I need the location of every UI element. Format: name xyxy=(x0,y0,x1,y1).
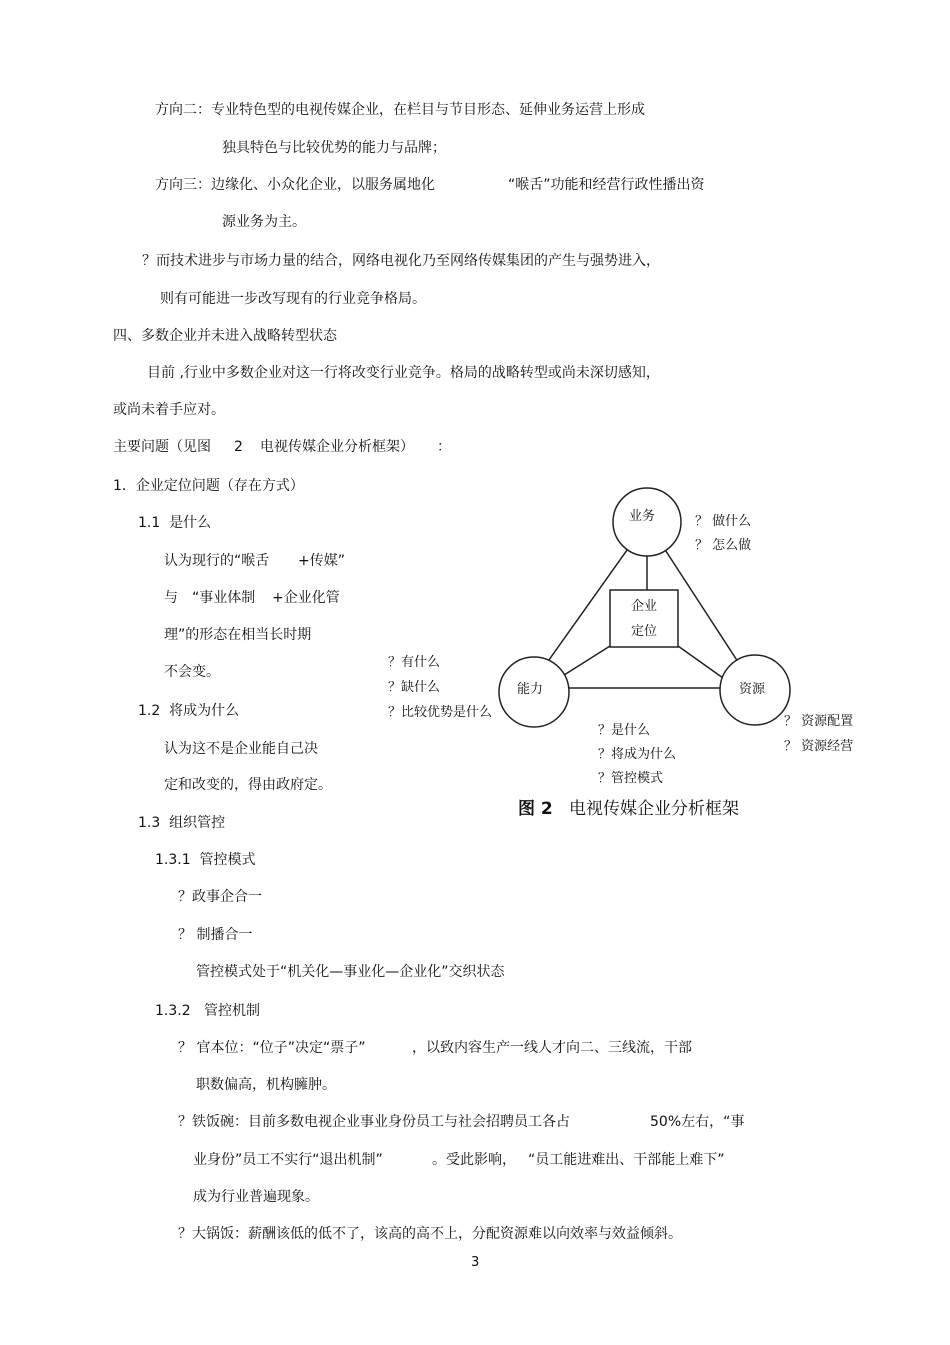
paragraph-line: 不会变。 xyxy=(164,664,220,680)
paragraph-line: 则有可能进一步改写现有的行业竞争格局。 xyxy=(160,291,426,307)
diagram-note: ？ 做什么 xyxy=(695,514,752,529)
paragraph-line: 与 xyxy=(164,590,178,606)
diagram-note: ？比较优势是什么 xyxy=(388,705,493,720)
diagram-note: ？管控模式 xyxy=(598,771,664,786)
figure-number: 图 2 xyxy=(518,799,553,819)
paragraph-line: 成为行业普遍现象。 xyxy=(193,1189,319,1205)
numbered-heading: 1．企业定位问题（存在方式） xyxy=(113,478,304,494)
paragraph-line: +企业化管 xyxy=(272,590,340,606)
paragraph-line: 认为现行的“喉舌 xyxy=(164,553,270,569)
diagram-note: ？是什么 xyxy=(598,723,651,738)
paragraph-line: 主要问题（见图 xyxy=(113,439,211,455)
paragraph-line: 独具特色与比较优势的能力与品牌； xyxy=(222,140,446,156)
paragraph-line: 方向二：专业特色型的电视传媒企业，在栏目与节目形态、延伸业务运营上形成 xyxy=(155,102,645,118)
paragraph-line: 定和改变的，得由政府定。 xyxy=(164,777,332,793)
paragraph-line: +传媒” xyxy=(298,553,345,569)
bullet-line: ？政事企合一 xyxy=(178,889,262,905)
paragraph-line: “员工能进难出、干部能上难下” xyxy=(528,1152,725,1168)
bullet-line: ？ 制播合一 xyxy=(178,927,253,943)
page-number: 3 xyxy=(471,1255,480,1270)
paragraph-line: 2 xyxy=(234,439,243,455)
bullet-line: ？铁饭碗：目前多数电视企业事业身份员工与社会招聘员工各占 xyxy=(178,1114,570,1130)
paragraph-line: “喉舌”功能和经营行政性播出资 xyxy=(508,177,705,193)
node-positioning-label: 企业 xyxy=(631,599,658,614)
section-heading: 四、多数企业并未进入战略转型状态 xyxy=(113,328,337,344)
subheading: 1.3 组织管控 xyxy=(138,815,226,831)
diagram-note: ？有什么 xyxy=(388,655,441,670)
paragraph-line: 目前 ,行业中多数企业对这一行将改变行业竞争。格局的战略转型或尚未深切感知， xyxy=(147,365,660,381)
bullet-line: ？而技术进步与市场力量的结合，网络电视化乃至网络传媒集团的产生与强势进入， xyxy=(142,253,660,269)
paragraph-line: 方向三：边缘化、小众化企业，以服务属地化 xyxy=(155,177,435,193)
figure-caption: 电视传媒企业分析框架 xyxy=(569,799,739,819)
diagram-note: ？缺什么 xyxy=(388,680,441,695)
subheading: 1.2 将成为什么 xyxy=(138,703,240,719)
paragraph-line: 源业务为主。 xyxy=(222,214,306,230)
paragraph-line: 业身份”员工不实行“退出机制” xyxy=(193,1152,383,1168)
diagram-note: ？ 资源经营 xyxy=(784,739,854,754)
diagram-note: ？ 资源配置 xyxy=(784,714,854,729)
paragraph-line: 认为这不是企业能自己决 xyxy=(164,741,318,757)
paragraph-line: 电视传媒企业分析框架） xyxy=(260,439,414,455)
bullet-line: ？大锅饭：薪酬该低的低不了，该高的高不上，分配资源难以向效率与效益倾斜。 xyxy=(178,1226,682,1242)
bullet-line: ，以致内容生产一线人才向二、三线流，干部 xyxy=(412,1040,692,1056)
paragraph-line: ： xyxy=(437,439,451,455)
bullet-line: ？ 官本位：“位子”决定“票子” xyxy=(178,1040,366,1056)
paragraph-line: 管控模式处于“机关化—事业化—企业化”交织状态 xyxy=(196,964,505,980)
subheading: 1.3.2 管控机制 xyxy=(155,1003,260,1019)
node-resources-label: 资源 xyxy=(739,682,766,697)
node-positioning-label: 定位 xyxy=(631,624,658,639)
bullet-line: 50%左右，“事 xyxy=(650,1114,745,1130)
edge-center-left xyxy=(561,646,610,677)
edge-center-right xyxy=(678,646,723,678)
diagram-note: ？ 怎么做 xyxy=(695,538,752,553)
node-capability-label: 能力 xyxy=(517,682,544,697)
paragraph-line: “事业体制 xyxy=(192,590,256,606)
paragraph-line: 理”的形态在相当长时期 xyxy=(164,627,312,643)
subheading: 1.1 是什么 xyxy=(138,515,212,531)
paragraph-line: 职数偏高，机构臃肿。 xyxy=(196,1077,336,1093)
paragraph-line: 或尚未着手应对。 xyxy=(113,402,225,418)
subheading: 1.3.1 管控模式 xyxy=(155,852,256,868)
paragraph-line: 。受此影响， xyxy=(432,1152,516,1168)
diagram-note: ？将成为什么 xyxy=(598,747,677,762)
node-business-label: 业务 xyxy=(629,509,656,524)
